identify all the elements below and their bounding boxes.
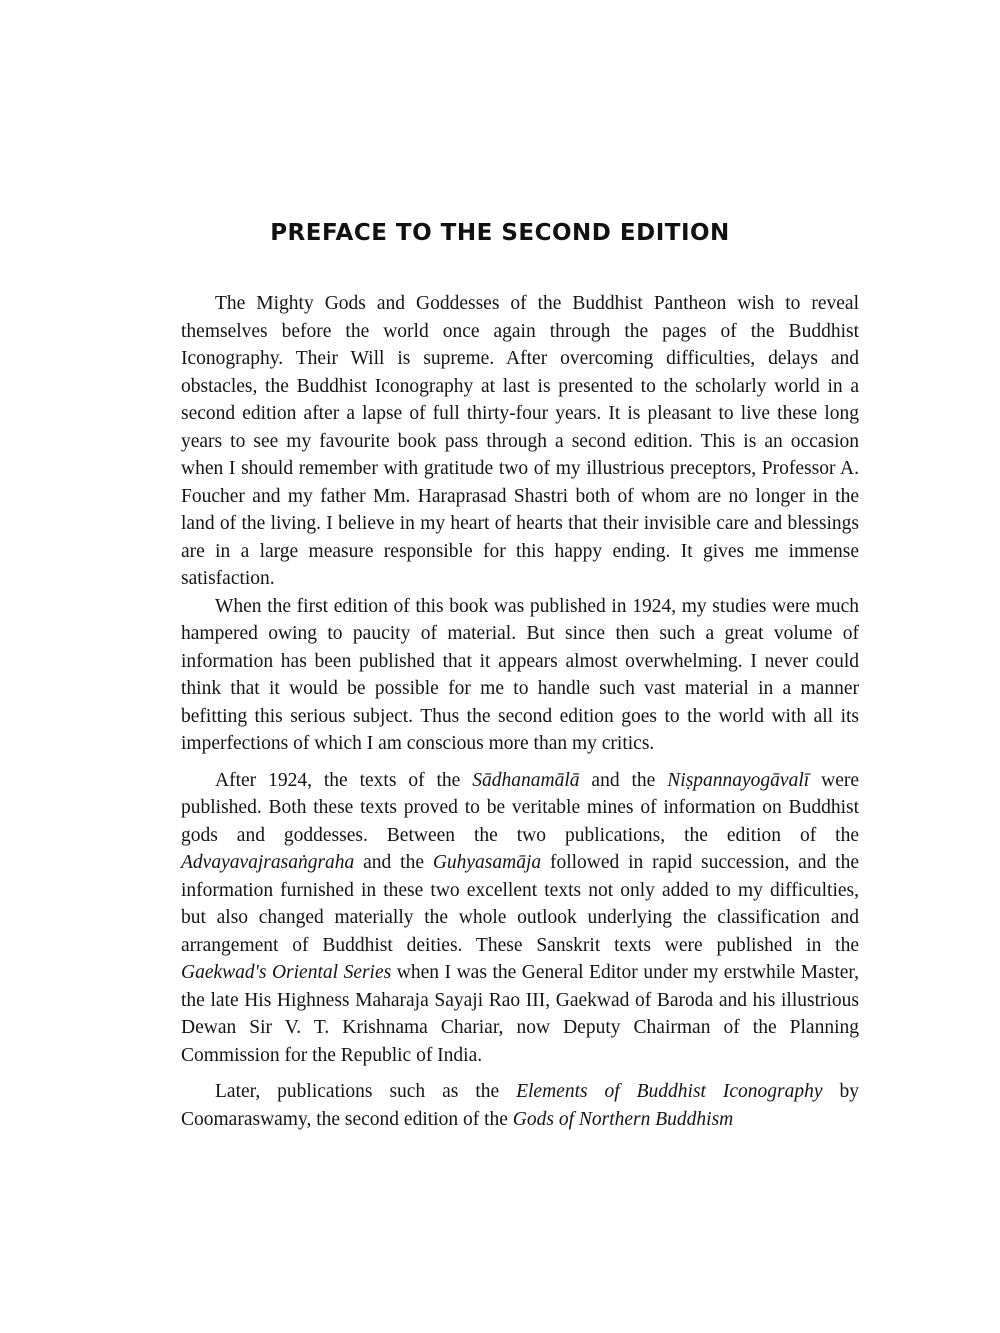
paragraph-4 [181,1078,859,1133]
book-title-sadhanamala: Sādhanamālā [472,769,580,791]
paragraph-2: When the first edition of this book was published in 1924, my studies were much hampered owing to paucity of material. But since then such a great volume of information has been published that it appears almost overwhelming. I never could think that it would be possible for me to handle such vast material in a manner befitting this serious subject. Thus the second edition goes to the world with all its imperfections of which I am conscious more than my critics. [181,595,859,754]
book-title-elements-of-buddhist-iconography: Elements of Buddhist Iconography [516,1081,823,1102]
page-title: PREFACE TO THE SECOND EDITION [270,220,730,246]
book-title-guhyasamaja: Guhyasamāja [432,852,542,873]
paragraph-3-text: After 1924, the texts of the [215,769,473,791]
paragraph-3-text: and the [354,852,433,873]
book-title-nispannayogavali: Niṣpannayogāvalī [667,769,810,791]
paragraph-3-text: followed in rapid succession, and the information furnished in these two excellent texts not only added to my difficulties, but also changed materially the whole outlook underlying the classification and arrangement of Buddhist deities. These Sanskrit texts were published in the [181,852,859,956]
paragraph-1: The Mighty Gods and Goddesses of the Buddhist Pantheon wish to reveal themselves before the world once again through the pages of the Buddhist Iconography. Their Will is supreme. After overcoming difficulties, delays and obstacles, the Buddhist Iconography at last is presented to the scholarly world in a second edition after a lapse of full thirty-four years. It is pleasant to live these long years to see my favourite book pass through a second edition. This is an occasion when I should remember with gratitude two of my illustrious preceptors, Professor A. Foucher and my father Mm. Haraprasad Shastri both of whom are no longer in the land of the living. I believe in my heart of hearts that their invisible care and blessings are in a large measure responsible for this happy ending. It gives me immense satisfaction. [181,293,859,589]
series-title-gaekwads-oriental-series: Gaekwad's Oriental Series [181,962,392,983]
book-title-advayavajrasangraha: Advayavajrasaṅgraha [181,852,355,873]
paragraph-3-text: were published. Both these texts proved to be veritable mines of information on Buddhist gods and goddesses. Between the two publications, the edition of the [181,769,859,846]
paragraph-4-text: Later, publications such as the [215,1081,517,1102]
paragraph-3-text: when I was the General Editor under my erstwhile Master, the late His Highness Maharaja Sayaji Rao III, Gaekwad of Baroda and his illustrious Dewan Sir V. T. Krishnama Chariar, now Deputy Chairman of the Planning Commission for the Republic of India. [181,962,859,1066]
paragraph-4-text: by Coomaraswamy, the second edition of the [181,1081,860,1130]
preface-body [181,290,859,1133]
paragraph-3-text: and the [579,769,668,791]
book-title-gods-of-northern-buddhism: Gods of Northern Buddhism [512,1108,734,1130]
paragraph-3 [181,767,859,1070]
